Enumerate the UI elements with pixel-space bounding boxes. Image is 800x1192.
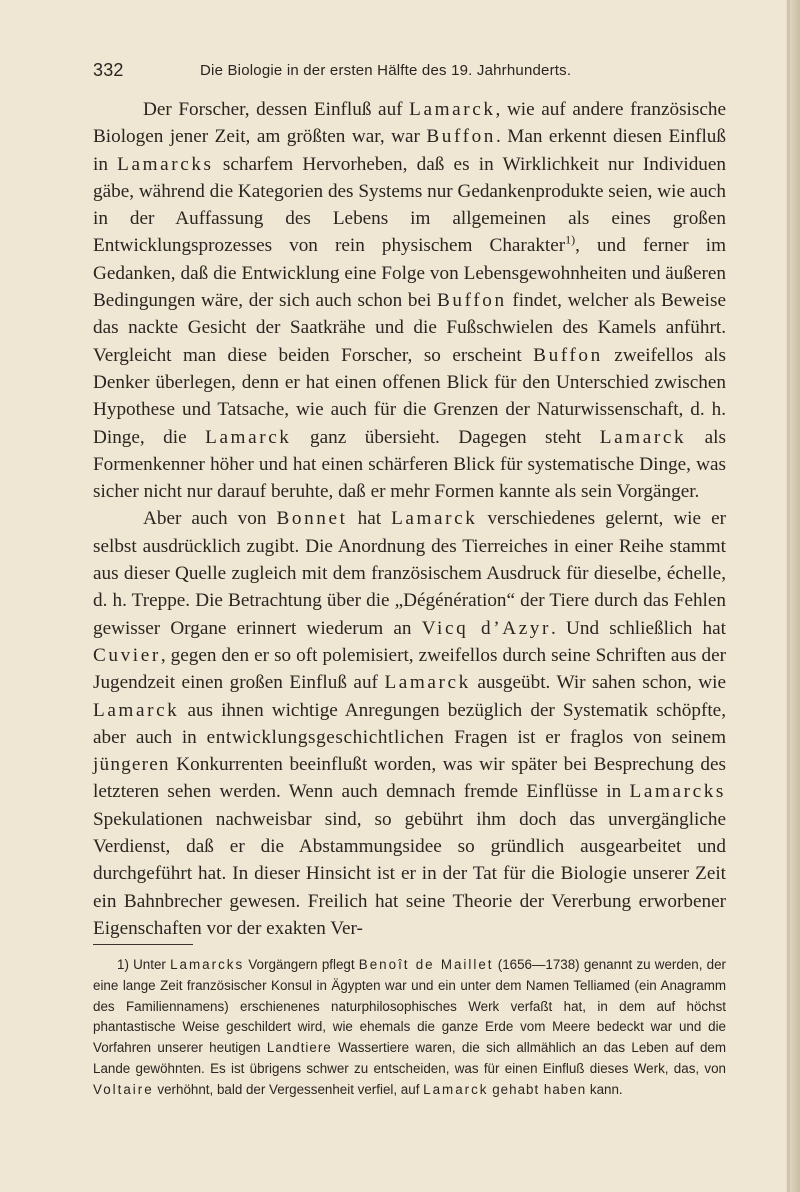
footnote (93, 955, 726, 1101)
footnote-rule (93, 944, 193, 945)
text: Vorgängern pflegt (244, 957, 359, 972)
name-lamarck: Lamarck (205, 426, 292, 448)
text: ausgeübt. Wir sahen schon, wie (470, 672, 726, 694)
text: Aber auch von (143, 508, 277, 530)
text: kann. (586, 1081, 623, 1097)
emphasis-gehabt-haben: gehabt haben (492, 1081, 587, 1097)
name-lamarcks: Lamarcks (117, 153, 214, 175)
text: Unter (133, 957, 171, 972)
text: ganz übersieht. Dagegen steht (291, 426, 600, 448)
text: aus ihnen wichtige Anregungen bezüglich der Systematik schöpfte, aber auch in (93, 699, 726, 748)
text: (1656—1738) genannt zu werden, der eine lange Zeit französischer Konsul in Ägypten war und ein unter dem Namen Telliamed (ein Anagramm des Familiennamens) erschienenes naturphilosophisches Werk verfaßt hat, in dem auf höchst phantastische Weise geschildert wird, wie ehemals die ganze Erde vom Meere bedeckt war und die Vorfahren unserer heutigen (93, 957, 727, 1056)
name-lamarcks: Lamarcks (629, 781, 726, 803)
text: , wie auf andere französische Biologen jener Zeit, am größten war, war (93, 99, 726, 148)
page-header (93, 58, 726, 84)
text: scharfem Hervorheben, daß es in Wirklichkeit nur Individuen gäbe, während die Kategorien des Systems nur Gedankenprodukte seien, wie auch in der Auffassung des Lebens im allgemeinen als eines großen Entwicklungsprozesses von rein physischem Charakter (93, 153, 726, 257)
emphasis-juengeren: jüngeren (93, 754, 170, 776)
name-vicq-dazyr: Vicq d’Azyr (421, 617, 551, 639)
book-spine-line (787, 0, 790, 1192)
text: Fragen ist er fraglos von seinem (444, 726, 726, 748)
text: hat (347, 508, 392, 530)
body-text (93, 96, 726, 942)
paragraph-1 (93, 96, 726, 505)
emphasis-entwicklungsgeschichtlichen: entwicklungsgeschichtlichen (206, 726, 445, 748)
paragraph-2 (93, 505, 726, 942)
name-lamarck: Lamarck (409, 99, 496, 120)
name-buffon: Buffon (533, 344, 603, 366)
text: Wassertiere waren, die sich allmählich an das Leben auf dem Lande gewöhnten. Es ist übrigens schwer zu entscheiden, was für einen Einfluß dieses Werk, das, von (93, 1040, 726, 1076)
name-benoit-de-maillet: Benoît de Maillet (358, 957, 494, 972)
text: als Formenkenner höher und hat einen schärferen Blick für systematische Dinge, was sicher nicht nur darauf beruhte, daß er mehr Formen kannte als sein Vorgänger. (93, 426, 726, 503)
name-voltaire: Voltaire (93, 1081, 154, 1097)
text: Konkurrenten beeinflußt worden, was wir später bei Besprechung des letzteren sehen werden. Wenn auch demnach fremde Einflüsse in (93, 754, 726, 803)
name-lamarck: Lamarck (423, 1081, 489, 1097)
name-cuvier: Cuvier (93, 644, 161, 666)
name-lamarck: Lamarck (391, 508, 478, 530)
name-lamarck: Lamarck (93, 699, 180, 721)
text: verhöhnt, bald der Vergessenheit verfiel, auf (153, 1081, 424, 1097)
text: . Man erkennt diesen Einfluß in (93, 126, 726, 175)
footnote-marker: 1) (117, 957, 129, 972)
name-bonnet: Bonnet (276, 508, 348, 530)
text: , und ferner im Gedanken, daß die Entwicklung eine Folge von Lebensgewohnheiten und äußeren Bedingungen wäre, der sich auch schon bei (93, 235, 726, 312)
page-number: 332 (93, 60, 124, 80)
name-lamarck: Lamarck (384, 672, 471, 694)
running-head: Die Biologie in der ersten Hälfte des 19. Jahrhunderts. (200, 62, 572, 79)
name-lamarck: Lamarck (599, 426, 687, 448)
text: Der Forscher, dessen Einfluß auf (143, 99, 410, 120)
name-buffon: Buffon (437, 290, 507, 312)
name-lamarcks: Lamarcks (170, 957, 245, 972)
emphasis-landtiere: Landtiere (266, 1040, 332, 1056)
text: zweifellos als Denker überlegen, denn er hat einen offenen Blick für den Unterschied zwischen Hypothese und Tatsache, wie auch für die Grenzen der Naturwissenschaft, d. h. Dinge, die (93, 344, 726, 448)
text: . Und schließlich hat (551, 617, 726, 639)
name-buffon: Buffon (426, 126, 496, 148)
text: findet, welcher als Beweise das nackte Gesicht der Saatkrähe und die Fußschwielen des Kamels anführt. Vergleicht man diese beiden Forscher, so erscheint (93, 290, 726, 366)
footnote-reference: 1) (565, 233, 576, 248)
text: Spekulationen nachweisbar sind, so gebührt ihm doch das unvergängliche Verdienst, daß er die Abstammungsidee so gründlich ausgearbeitet und durchgeführt hat. In dieser Hinsicht ist er in der Tat für die Biologie unserer Zeit ein Bahnbrecher gewesen. Freilich hat seine Theorie der Vererbung erworbener Eigenschaften vor der exakten Ver- (93, 808, 726, 939)
text: , gegen den er so oft polemisiert, zweifellos durch seine Schriften aus der Jugendzeit einen großen Einfluß auf (93, 644, 726, 694)
text: verschiedenes gelernt, wie er selbst ausdrücklich zugibt. Die Anordnung des Tierreiches in einer Reihe stammt aus dieser Quelle zugleich mit dem französischem Ausdruck für dieselbe, échelle, d. h. Treppe. Die Betrachtung über die „Dégénération“ der Tiere durch das Fehlen gewisser Organe erinnert wiederum an (93, 508, 726, 639)
